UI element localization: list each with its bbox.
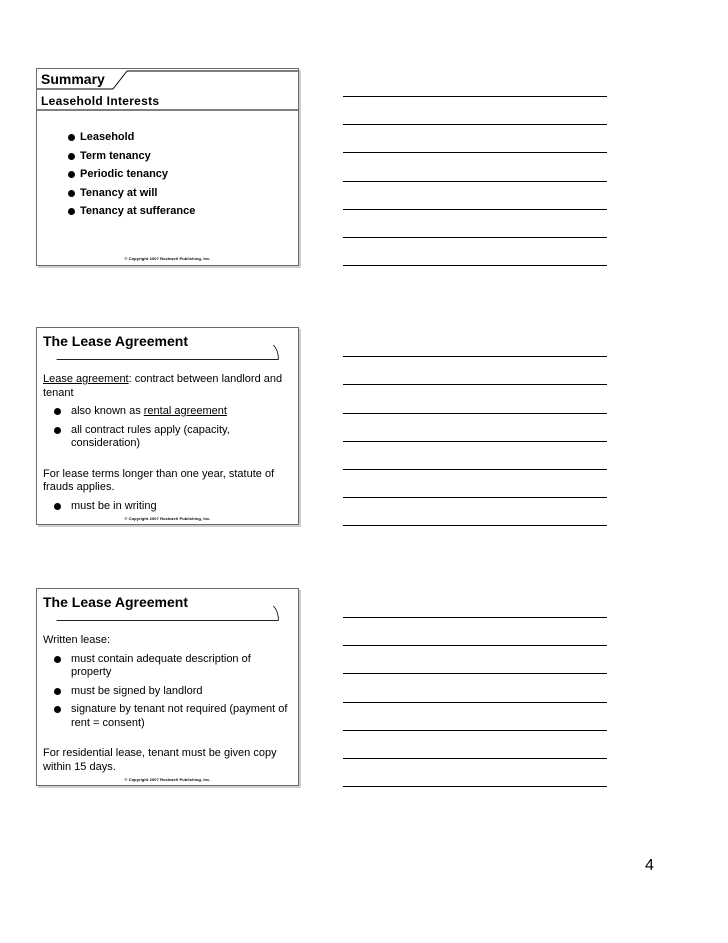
list-item-text: also known as [71,405,144,417]
slide-title: Summary [41,71,105,87]
copyright-notice: © Copyright 2007 Rockwell Publishing, Inc. [124,256,211,261]
note-line [343,124,607,125]
list-item: must be signed by landlord [43,685,288,699]
definition-term: Lease agreement [43,373,129,385]
note-line [343,181,607,182]
slide-body [43,634,288,774]
note-line [343,645,607,646]
note-line [343,152,607,153]
list-item: all contract rules apply (capacity, consideration) [43,424,288,451]
note-line [343,441,607,442]
note-line [343,469,607,470]
note-line [343,497,607,498]
copyright-notice: © Copyright 2007 Rockwell Publishing, Inc. [124,777,211,782]
page-number: 4 [645,857,654,874]
slide-body [43,373,288,513]
definition-paragraph [43,373,288,400]
list-item: Periodic tenancy [68,165,195,184]
definition-text: : contract between landlord and tenant [43,373,283,399]
note-line [343,786,607,787]
bullet-list [43,500,288,514]
paragraph-statute: For lease terms longer than one year, statute of frauds applies. [43,467,275,493]
bullet-list [43,653,288,731]
list-item: signature by tenant not required (payment of rent = consent) [43,703,288,730]
note-line [343,758,607,759]
list-item: Leasehold [68,128,195,147]
note-line [343,356,607,357]
note-line [343,413,607,414]
slide-title: The Lease Agreement [43,594,188,610]
bullet-list [68,128,195,221]
bullet-list [43,405,288,451]
note-line [343,384,607,385]
list-item: Term tenancy [68,147,195,166]
list-item: must be in writing [43,500,288,514]
slide-summary [36,68,299,266]
list-item: Tenancy at will [68,184,195,203]
note-line [343,673,607,674]
list-item: must contain adequate description of property [43,653,288,680]
note-line [343,237,607,238]
note-line [343,617,607,618]
copyright-notice: © Copyright 2007 Rockwell Publishing, Inc. [124,516,211,521]
paragraph-residential: For residential lease, tenant must be given copy within 15 days. [43,747,277,773]
note-line [343,730,607,731]
slide-lease-agreement-2 [36,588,299,786]
slide-subtitle: Leasehold Interests [41,94,160,108]
slide-title: The Lease Agreement [43,333,188,349]
intro-paragraph: Written lease: [43,634,111,646]
note-line [343,265,607,266]
note-line [343,96,607,97]
note-line [343,525,607,526]
note-line [343,209,607,210]
list-item: Tenancy at sufferance [68,202,195,221]
list-item [43,405,288,419]
term-rental-agreement: rental agreement [143,405,227,417]
slide-lease-agreement-1 [36,327,299,525]
note-line [343,702,607,703]
